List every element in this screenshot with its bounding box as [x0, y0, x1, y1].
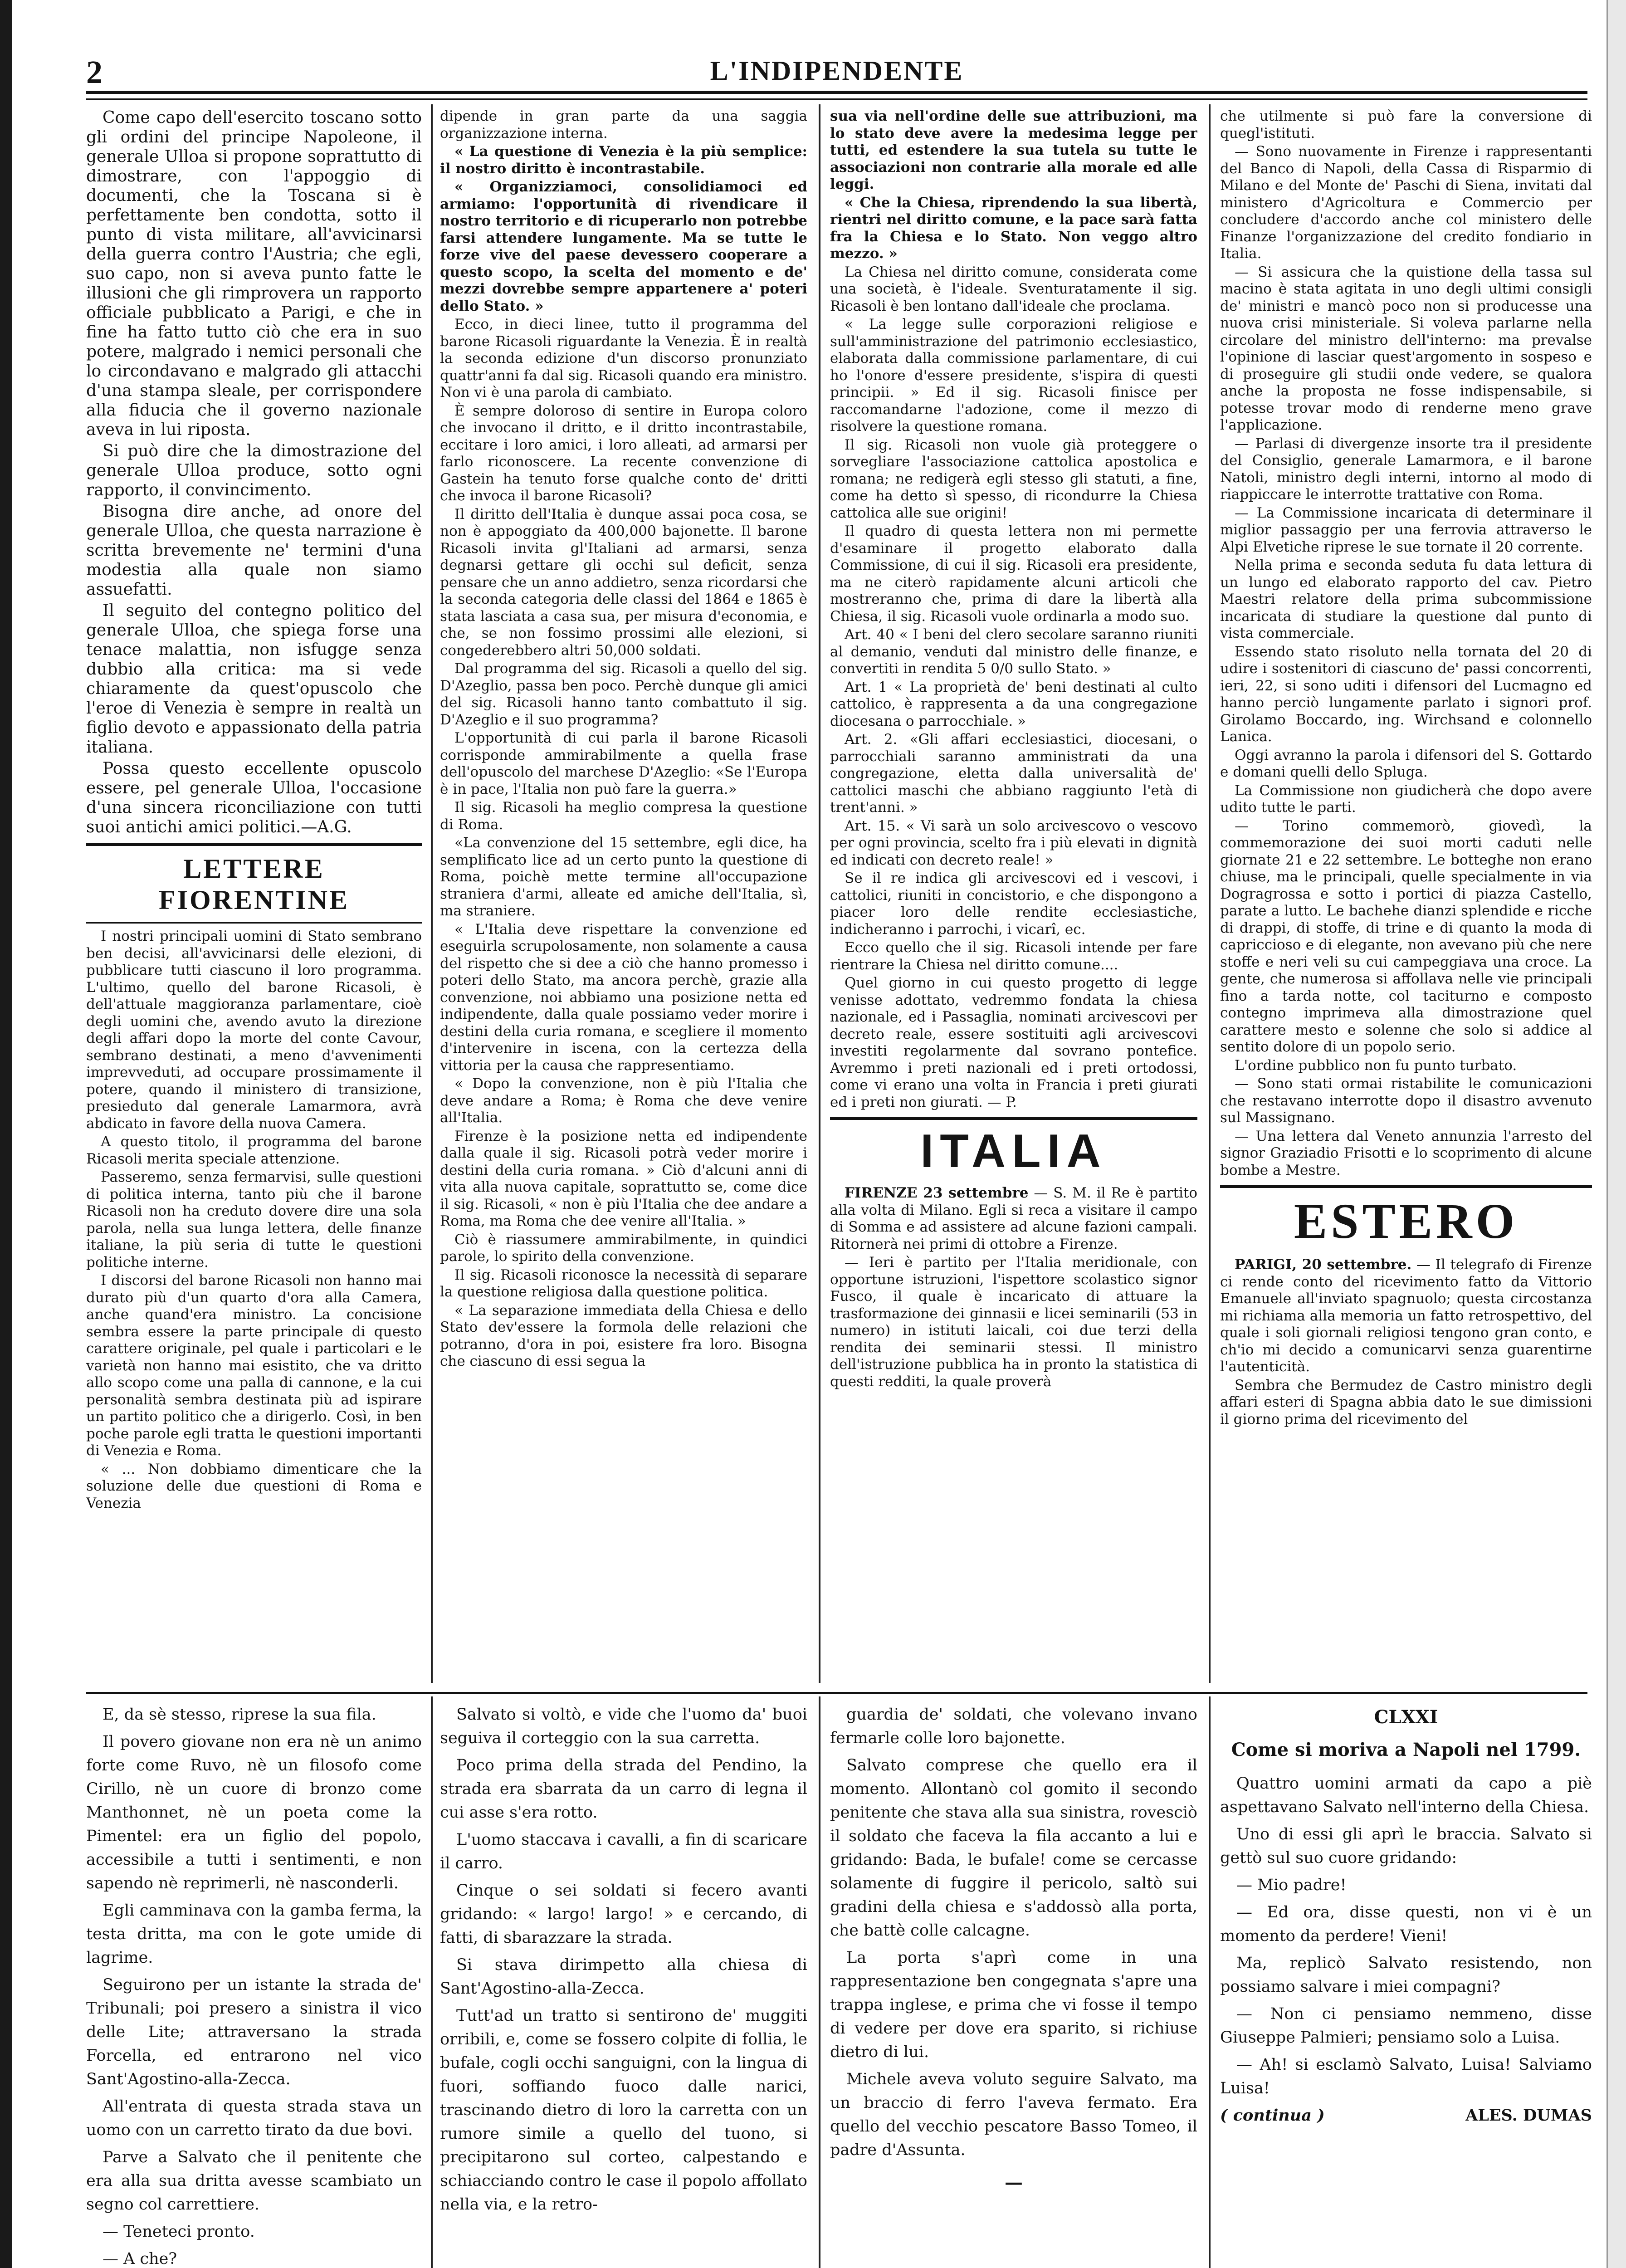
author-name: ALES. DUMAS: [1465, 2106, 1592, 2125]
paragraph: Cinque o sei soldati si fecero avanti gridando: « largo! largo! » e cercando, di fatti, di sbarazzare la strada.: [440, 1882, 807, 1947]
paragraph: « ... Non dobbiamo dimenticare che la soluzione delle due questioni di Roma e Venezia: [86, 1461, 422, 1511]
paragraph: Se il re indica gli arcivescovi ed i vescovi, i cattolici, riuniti in concistorio, e che dispongono a piacer loro delle rendite ecclesiastiche, indicheranno i parrochi, i vicarî, ec.: [830, 870, 1197, 938]
masthead-rule: [86, 91, 1587, 100]
paragraph: È sempre doloroso di sentire in Europa coloro che invocano il dritto, e il dritto incontrastabile, eccitare i loro amici, i loro alleati, ad armarsi per farlo riconoscere. La recente convenzione di Gastein ha tenuto forse qualche conto de' dritti che invoca il barone Ricasoli?: [440, 402, 807, 504]
paragraph: che utilmente si può fare la conversione di quegl'istituti.: [1220, 108, 1592, 142]
feuilleton-column-rule-3: [1209, 1696, 1211, 2268]
paragraph: — Una lettera dal Veneto annunzia l'arresto del signor Graziadio Frisotti e lo scoprimento di alcune bombe a Mestre.: [1220, 1128, 1592, 1178]
paragraph: Il quadro di questa lettera non mi permette d'esaminare il progetto elaborato dalla Commissione, di cui il sig. Ricasoli era presidente, ma ne citerò rapidamente alcuni articoli che mostreranno che, prima di dare la libertà alla Chiesa, il sig. Ricasoli vuole ordinarla a modo suo.: [830, 523, 1197, 625]
paragraph: Quattro uomini armati da capo a piè aspettavano Salvato nell'interno della Chiesa.: [1220, 1774, 1592, 1816]
paragraph: Passeremo, senza fermarvisi, sulle questioni di politica interna, tanto più che il barone Ricasoli non ha creduto dovere dire una sola parola, nella sua lunga lettera, delle finanze italiane, la più seria di tutte le questioni politiche interne.: [86, 1169, 422, 1271]
lettere-fiorentine-heading: LETTERE FIORENTINE: [158, 854, 350, 915]
paragraph: — Ieri è partito per l'Italia meridionale, con opportune istruzioni, l'ispettore scolastico signor Fusco, il quale è incaricato di attuare la trasformazione dei ginnasii e licei seminarili (53 in numero) in istituti laicali, coi due terzi della rendita dei seminarii stessi. Il ministro dell'istruzione pubblica ha in pronto la statistica di questi redditi, la quale proverà: [830, 1254, 1197, 1390]
ulloa-article: [86, 108, 422, 837]
paragraph: — Si assicura che la quistione della tassa sul macino è stata agitata in uno degli ultimi consigli de' ministri e mancò poco non si producesse una nuova crisi ministeriale. Si voleva parlarne nella circolare del ministro dell'interno: ma prevalse l'opinione di lasciar quest'argomento in sospeso e di proseguire gli studii onde vedere, se qualora anche la proposta ne fosse indispensabile, si potesse trovar modo di renderne meno grave l'applicazione.: [1220, 264, 1592, 433]
paragraph: « Organizziamoci, consolidiamoci ed armiamo: l'opportunità di rivendicare il nostro territorio e di ricuperarlo non potrebbe farsi attendere lungamente. Ma se tutte le forze vive del paese devessero cooperare a questo scopo, la scelta del momento e de' mezzi dovrebbe sempre appartenere a' poteri dello Stato. »: [440, 179, 807, 314]
paragraph: Possa questo eccellente opuscolo essere, pel generale Ulloa, l'occasione d'una sincera riconciliazione con tutti suoi antichi amici politici.—A.G.: [86, 759, 422, 836]
continua-label: ( continua ): [1220, 2106, 1325, 2125]
section-rule: [830, 1117, 1197, 1120]
column-rule-3: [1209, 104, 1211, 1683]
paragraph: Art. 2. «Gli affari ecclesiastici, diocesani, o parrocchiali saranno amministrati da una congregazione, eletta dalla universalità de' cattolici maschi che abbiano raggiunto l'età di trent'anni. »: [830, 731, 1197, 816]
paragraph: Come capo dell'esercito toscano sotto gli ordini del principe Napoleone, il generale Ulloa si propone soprattutto di dimostrare, con l'appoggio di documenti, che la Toscana si è perfettamente ben condotta, sotto il punto di vista militare, all'avvicinarsi della guerra contro l'Austria; che egli, suo capo, non si aveva punto fatte le illusioni che gli rimprovera un rapporto officiale pubblicato a Parigi, e che in fine ha fatto tutto ciò che era in suo potere, malgrado i nemici personali che lo circondavano e malgrado gli attacchi d'una stampa sleale, per corrispondere alla fiducia che il governo nazionale aveva in lui riposta.: [86, 108, 422, 439]
paragraph: Si stava dirimpetto alla chiesa di Sant'Agostino-alla-Zecca.: [440, 1956, 807, 1998]
paragraph: — Non ci pensiamo nemmeno, disse Giuseppe Palmieri; pensiamo solo a Luisa.: [1220, 2005, 1592, 2047]
paragraph: Tutt'ad un tratto si sentirono de' muggiti orribili, e, come se fossero colpite di follia, le bufale, cogli occhi sanguigni, con la lingua di fuori, soffiando fuoco dalle narici, trascinando dietro di loro la carretta con un rumore simile a quello del tuono, si precipitarono sul corteo, calpestando e schiacciando contro le case il popolo affollato nella via, e la retro-: [440, 2007, 807, 2214]
paragraph: Ecco quello che il sig. Ricasoli intende per fare rientrare la Chiesa nel diritto comune....: [830, 939, 1197, 973]
paragraph: Uno di essi gli aprì le braccia. Salvato si gettò sul suo cuore gridando:: [1220, 1825, 1592, 1867]
paragraph: Si può dire che la dimostrazione del generale Ulloa produce, sotto ogni rapporto, il convincimento.: [86, 442, 422, 499]
paragraph: Poco prima della strada del Pendino, la strada era sbarrata da un carro di legna il cui asse s'era rotto.: [440, 1756, 807, 1822]
paragraph: — Il telegrafo di Firenze ci rende conto del ricevimento fatto da Vittorio Emanuele all'inviato spagnuolo; questa circostanza mi richiama alla memoria un fatto retrospettivo, del quale i soli giornali religiosi tengono gran conto, e ch'io mi decido a comunicarvi senza guarentirne l'autenticità.: [1220, 1256, 1592, 1375]
column-4: [1220, 108, 1592, 1429]
page-number: 2: [86, 54, 103, 90]
paragraph: « L'Italia deve rispettare la convenzione ed eseguirla scrupolosamente, non solamente a causa del rispetto che si dee a ciò che hanno promesso i poteri dello Stato, ma ancora perchè, grazie alla convenzione, noi abbiamo una posizione netta ed indipendente, dalla quale possiamo veder morire i destini della curia romana, e scegliere il momento d'intervenire in iscena, con la certezza della vittoria per la causa che rappresentiamo.: [440, 921, 807, 1074]
paragraph: — Ah! si esclamò Salvato, Luisa! Salviamo Luisa!: [1220, 2056, 1592, 2097]
section-rule: [86, 922, 422, 924]
feuilleton-column-rule-1: [431, 1696, 433, 2268]
paragraph: — Mio padre!: [1236, 1876, 1347, 1894]
paragraph: Oggi avranno la parola i difensori del S. Gottardo e domani quelli dello Spluga.: [1220, 747, 1592, 780]
paragraph: dipende in gran parte da una saggia organizzazione interna.: [440, 108, 807, 142]
paragraph: Michele aveva voluto seguire Salvato, ma un braccio di ferro l'aveva fermato. Era quello del vecchio pescatore Basso Tomeo, il padre d'Assunta.: [830, 2070, 1197, 2159]
italia-news: [830, 1185, 1197, 1390]
paragraph: — Ed ora, disse questi, non vi è un momento da perdere! Vieni!: [1220, 1903, 1592, 1945]
paragraph: Essendo stato risoluto nella tornata del 20 di udire i sostenitori di ciascuno de' passi concorrenti, ieri, 22, si sono uditi i difensori del Lucmagno ed hanno perciò lungamente parlato i signori prof. Girolamo Boccardo, ing. Wirchsand e colonnello Lanica.: [1220, 643, 1592, 745]
column-3: [830, 108, 1197, 1392]
paragraph: Art. 1 « La proprietà de' beni destinati al culto cattolico, è rappresenta a da una congregazione diocesana o parrocchiale. »: [830, 679, 1197, 729]
paragraph: I nostri principali uomini di Stato sembrano ben decisi, all'avvicinarsi delle elezioni, di pubblicare tutti ciascuno il loro programma. L'ultimo, quello del barone Ricasoli, è dell'attuale maggioranza parlamentare, cioè degli uomini che, avendo avuto la direzione degli affari dopo la morte del conte Cavour, sembrano destinati, a meno d'avvenimenti imprevveduti, ad occupare prossimamente il potere, quando il ministero di transizione, presieduto dal generale Lamarmora, avrà abdicato in favore della nuova Camera.: [86, 928, 422, 1132]
paragraph: La Commissione non giudicherà che dopo avere udito tutte le parti.: [1220, 782, 1592, 816]
paragraph: Seguirono per un istante la strada de' Tribunali; poi presero a sinistra il vico delle Lite; attraversano la strada Forcella, ed entrarono nel vico Sant'Agostino-alla-Zecca.: [86, 1976, 422, 2088]
paragraph: La porta s'aprì come in una rappresentazione ben congegnata s'apre una trappa inglese, e prima che vi fosse il tempo di vedere per dove era sparito, si richiuse dietro di lui.: [830, 1949, 1197, 2061]
paragraph: Ciò è riassumere ammirabilmente, in quindici parole, lo spirito della convenzione.: [440, 1231, 807, 1265]
paragraph: Art. 40 « I beni del clero secolare saranno riuniti al demanio, venduti dal ministro delle finanze, e convertiti in rendita 5 0/0 sullo Stato. »: [830, 626, 1197, 677]
paragraph: Il diritto dell'Italia è dunque assai poca cosa, se non è appoggiato da 400,000 bajonette. Il barone Ricasoli invita gl'Italiani ad armarsi, senza degnarsi gettare gli occhi sul deficit, senza pensare che un anno addietro, senza ricordarsi che la seconda categoria delle classi del 1864 e 1865 è stata lasciata a casa sua, per misura d'economia, e che, se non fossimo prossimi alle elezioni, si congederebbero altri 50,000 soldati.: [440, 506, 807, 659]
feuilleton-column-1: [86, 1703, 422, 2268]
paragraph: — Sono stati ormai ristabilite le comunicazioni che restavano interrotte dopo il disastro avvenuto sul Massignano.: [1220, 1075, 1592, 1126]
paragraph: Nella prima e seconda seduta fu data lettura di un lungo ed elaborato rapporto del cav. Pietro Maestri relatore della prima subcommissione incaricata di studiare la questione dal punto di vista commerciale.: [1220, 557, 1592, 641]
paragraph: Firenze è la posizione netta ed indipendente dalla quale il sig. Ricasoli potrà veder morire i destini della curia romana. » Ciò d'alcuni anni di vita alla nuova capitale, soprattutto se, come dice il sig. Ricasoli, « non è più l'Italia che dee andare a Roma, ma Roma che dee venire all'Italia. »: [440, 1128, 807, 1229]
feuilleton-column-2: [440, 1703, 807, 2220]
lettere-fiorentine-article: [86, 928, 422, 1512]
paragraph: « La questione di Venezia è la più semplice: il nostro diritto è incontrastabile.: [440, 143, 807, 177]
paragraph: — La Commissione incaricata di determinare il miglior passaggio per una ferrovia attraverso le Alpi Elvetiche riprese le sue tornate il 20 corrente.: [1220, 504, 1592, 555]
paragraph: Il sig. Ricasoli riconosce la necessità di separare la questione religiosa dalla questione politica.: [440, 1266, 807, 1300]
section-rule: [86, 843, 422, 846]
dateline: FIRENZE 23 settembre: [845, 1185, 1029, 1201]
paragraph: — Parlasi di divergenze insorte tra il presidente del Consiglio, generale Lamarmora, e il barone Natoli, ministro degli interni, intorno al modo di riappiccare le interrotte trattative con Roma.: [1220, 435, 1592, 503]
end-dash: —: [1005, 2172, 1023, 2193]
feuilleton-column-3: [830, 1703, 1197, 2195]
section-rule: [1220, 1185, 1592, 1188]
paragraph: L'opportunità di cui parla il barone Ricasoli corrisponde ammirabilmente a quella frase dell'opuscolo del marchese D'Azeglio: «Se l'Europa è in pace, l'Italia non può fare la guerra.»: [440, 730, 807, 797]
italia-news-continued: [1220, 108, 1592, 1179]
paragraph: Art. 15. « Vi sarà un solo arcivescovo o vescovo per ogni provincia, scelto fra i più elevati in dignità ed indicati con decreto reale! »: [830, 817, 1197, 868]
paragraph: Quel giorno in cui questo progetto di legge venisse adottato, vedremmo fondata la chiesa nazionale, ed i Passaglia, nominati arcivescovi per decreto reale, essere sostituiti agli arcivescovi investiti regolarmente dal sovrano pontefice. Avremmo i preti nazionali ed i preti ortodossi, come vi erano una volta in Francia i preti giurati ed i preti non giurati. — P.: [830, 975, 1197, 1110]
column-1: [86, 108, 422, 1513]
paragraph: Egli camminava con la gamba ferma, la testa dritta, ma con le gote umide di lagrime.: [86, 1901, 422, 1967]
feuilleton-column-4: [1220, 1703, 1592, 2127]
masthead: [86, 54, 1587, 90]
paragraph: « Dopo la convenzione, non è più l'Italia che deve andare a Roma; è Roma che deve venire all'Italia.: [440, 1075, 807, 1126]
paragraph: L'ordine pubblico non fu punto turbato.: [1235, 1057, 1517, 1074]
paragraph: Il seguito del contegno politico del generale Ulloa, che spiega forse una tenace malattia, non isfugge senza dubbio alla critica: ma si vede chiaramente da quest'opuscolo che l'eroe di Venezia è sempre in realtà un figlio devoto e appassionato della patria italiana.: [86, 601, 422, 757]
paragraph: A questo titolo, il programma del barone Ricasoli merita speciale attenzione.: [86, 1134, 422, 1167]
paragraph: — Teneteci pronto.: [103, 2223, 255, 2241]
paragraph: — A che?: [103, 2250, 177, 2268]
feuilleton-column-rule-2: [819, 1696, 820, 2268]
estero-news: [1220, 1256, 1592, 1428]
paragraph: Sembra che Bermudez de Castro ministro degli affari esteri di Spagna abbia dato le sue dimissioni il giorno prima del ricevimento del: [1220, 1377, 1592, 1427]
paragraph: L'uomo staccava i cavalli, a fin di scaricare il carro.: [440, 1831, 807, 1872]
paragraph: guardia de' soldati, che volevano invano fermarle colle loro bajonette.: [830, 1706, 1197, 1747]
paragraph: E, da sè stesso, riprese la sua fila.: [103, 1706, 376, 1724]
paragraph: Bisogna dire anche, ad onore del generale Ulloa, che questa narrazione è scritta brevemente ne' termini d'una modestia alla quale non siamo assuefatti.: [86, 502, 422, 599]
paragraph: « Che la Chiesa, riprendendo la sua libertà, rientri nel diritto comune, e la pace sarà fatta fra la Chiesa e lo Stato. Non veggo altro mezzo. »: [830, 194, 1197, 262]
lettere-fiorentine-end: [830, 108, 1197, 1111]
italia-heading: ITALIA: [920, 1125, 1107, 1178]
paragraph: La Chiesa nel diritto comune, considerata come una società, è l'ideale. Sventuratamente il sig. Ricasoli è ben lontano dall'ideale che proclama.: [830, 264, 1197, 314]
paragraph: Parve a Salvato che il penitente che era alla sua dritta avesse scambiato un segno col carrettiere.: [86, 2148, 422, 2214]
paragraph: Il povero giovane non era nè un animo forte come Ruvo, nè un filosofo come Cirillo, nè un cuore di bronzo come Manthonnet, nè un poeta come la Pimentel: era un figlio del popolo, accessibile a tutti i sentimenti, e non sapendo nè reprimerli, nè nasconderli.: [86, 1733, 422, 1892]
paragraph: « La legge sulle corporazioni religiose e sull'amministrazione del patrimonio ecclesiastico, elaborata dalla commissione parlamentare, di cui ho l'onore d'essere presidente, s'ispira di questi principii. » Ed il sig. Ricasoli finisce per raccomandarne l'adozione, come il mezzo di risolvere la questione romana.: [830, 316, 1197, 435]
feuilleton-column-3-text: [830, 1703, 1197, 2162]
paragraph: — Torino commemorò, giovedì, la commemorazione dei suoi morti caduti nelle giornate 21 e 22 settembre. Le botteghe non erano chiuse, ma le principali, quelle specialmente in via Dogragrossa e sotto i portici di piazza Castello, parate a lutto. Le bachehe dianzi splendide e ricche di drappi, di stoffe, di trine e di quanto la moda di capriccioso e di elegante, non avevano più che nere stoffe e neri veli su cui campeggiava una croce. La gente, che numerosa si affollava nelle vie principali fino a tarda notte, col taciturno e composto contegno imprimeva alla dimostrazione quel carattere mesto e solenne che solo si addice al sentito dolore di un popolo serio.: [1220, 817, 1592, 1055]
feuilleton-signature: [1220, 2104, 1592, 2127]
lettere-fiorentine-continued: [440, 108, 807, 1370]
feuilleton-rule: [86, 1692, 1587, 1694]
paragraph: Il sig. Ricasoli non vuole già proteggere o sorvegliare l'associazione cattolica apostolica e romana; ne redigerà egli stesso gli statuti, a fine, come ha detto sì spesso, di ricondurre la Chiesa cattolica alle sue origini!: [830, 436, 1197, 521]
column-rule-1: [431, 104, 433, 1683]
paragraph: Salvato si voltò, e vide che l'uomo da' buoi seguiva il corteggio con la sua carretta.: [440, 1706, 807, 1747]
paragraph: «La convenzione del 15 settembre, egli dice, ha semplificato lice ad un certo punto la questione di Roma, poichè mette termine all'occupazione straniera d'armi, alleate ed amiche dell'Italia, sì, ma straniere.: [440, 835, 807, 919]
chapter-text: [1220, 1772, 1592, 2100]
newspaper-title: L'INDIPENDENTE: [710, 56, 964, 86]
column-rule-2: [819, 104, 820, 1683]
paragraph: « La separazione immediata della Chiesa e dello Stato dev'essere la formola delle relazioni che potranno, d'ora in poi, esistere fra loro. Bisogna che ciascuno di essi segua la: [440, 1302, 807, 1369]
paragraph: — S. M. il Re è partito alla volta di Milano. Egli si reca a visitare il campo di Somma e ad assistere ad alcune fazioni campali. Ritornerà nei primi di ottobre a Firenze.: [830, 1185, 1197, 1252]
paragraph: I discorsi del barone Ricasoli non hanno mai durato più d'un quarto d'ora alla Camera, anche quand'era ministro. La concisione sembra essere la parte principale di questo carattere originale, pel quale i particolari e le varietà non hanno mai esistito, che va dritto allo scopo come una palla di cannone, e la cui personalità sembra destinata più ad ispirare un partito politico che a dirigerlo. Così, in ben poche parole egli tratta le questioni importanti di Venezia e Roma.: [86, 1272, 422, 1459]
scan-edge-left: [0, 0, 12, 2268]
chapter-title: Come si moriva a Napoli nel 1799.: [1231, 1739, 1581, 1760]
paragraph: Ma, replicò Salvato resistendo, non possiamo salvare i miei compagni?: [1220, 1954, 1592, 1996]
estero-heading: ESTERO: [1294, 1193, 1519, 1249]
paragraph: Dal programma del sig. Ricasoli a quello del sig. D'Azeglio, passa ben poco. Perchè dunque gli amici del sig. Ricasoli hanno tanto combattuto il sig. D'Azeglio e il suo programma?: [440, 660, 807, 728]
scan-edge-right: [1606, 0, 1626, 2268]
dateline: PARIGI, 20 settembre.: [1235, 1256, 1412, 1273]
chapter-number: CLXXI: [1374, 1706, 1438, 1728]
column-2: [440, 108, 807, 1372]
paragraph: Ecco, in dieci linee, tutto il programma del barone Ricasoli riguardante la Venezia. È in realtà la seconda edizione d'un discorso pronunziato quattr'anni fa dal sig. Ricasoli quando era ministro. Non vi è una parola di cambiato.: [440, 316, 807, 401]
paragraph: sua via nell'ordine delle sue attribuzioni, ma lo stato deve avere la medesima legge per tutti, ed estendere la sua tutela su tutte le associazioni non contrarie alla morale ed alle leggi.: [830, 108, 1197, 192]
paragraph: All'entrata di questa strada stava un uomo con un carretto tirato da due bovi.: [86, 2097, 422, 2139]
paragraph: Il sig. Ricasoli ha meglio compresa la questione di Roma.: [440, 799, 807, 833]
paragraph: — Sono nuovamente in Firenze i rappresentanti del Banco di Napoli, della Cassa di Risparmio di Milano e del Monte de' Paschi di Siena, invitati dal ministero d'Agricoltura e Commercio per concludere d'accordo anche col ministero delle Finanze l'organizzazione del credito fondiario in Italia.: [1220, 143, 1592, 262]
paragraph: Salvato comprese che quello era il momento. Allontanò col gomito il secondo penitente che stava alla sua sinistra, rovesciò il soldato che faceva la fila accanto a lui e gridando: Bada, le bufale! come se cercasse solamente di fuggire il pericolo, saltò sui gradini della chiesa e s'addossò alla porta, che battè colle calcagne.: [830, 1756, 1197, 1940]
